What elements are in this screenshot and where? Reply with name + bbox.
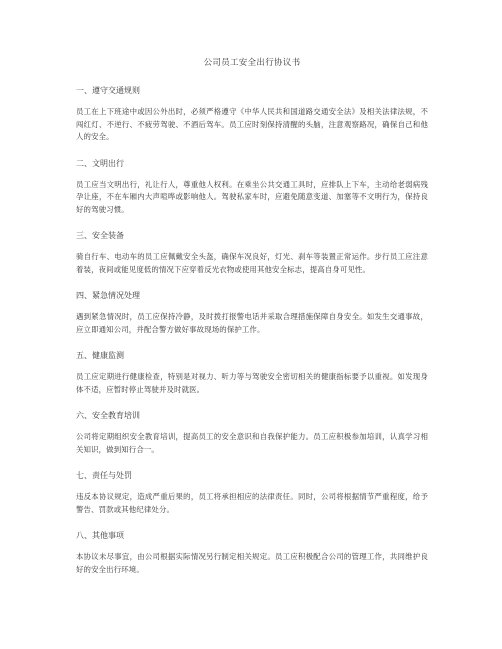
- section-body: 员工在上下班途中或因公外出时，必须严格遵守《中华人民共和国道路交通安全法》及相关法律法规，不闯红灯、不逆行、不疲劳驾驶、不酒后驾车。员工应时刻保持清醒的头脑，注意观察路况，确保自己和他人的安全。: [76, 107, 428, 141]
- section-heading: 五、健康监测: [76, 351, 124, 360]
- section-civilized-travel: [76, 158, 428, 217]
- section-other-matters: [76, 530, 428, 576]
- section-traffic-rules: [76, 85, 428, 144]
- section-safety-training: [76, 410, 428, 456]
- document-title: 公司员工安全出行协议书: [203, 58, 301, 68]
- section-liability-penalties: [76, 470, 428, 516]
- section-body: 本协议未尽事宜，由公司根据实际情况另行制定相关规定。员工应积极配合公司的管理工作，共同维护良好的安全出行环境。: [76, 552, 428, 574]
- section-heading: 四、紧急情况处理: [76, 291, 140, 300]
- section-heading: 三、安全装备: [76, 231, 124, 240]
- section-heading: 八、其他事项: [76, 531, 124, 540]
- section-health-monitoring: [76, 350, 428, 396]
- section-body: 员工应定期进行健康检查，特别是对视力、听力等与驾驶安全密切相关的健康指标要予以重视。如发现身体不适，应暂时停止驾驶并及时就医。: [76, 372, 428, 394]
- section-heading: 一、遵守交通规则: [76, 86, 140, 95]
- section-heading: 六、安全教育培训: [76, 411, 140, 420]
- section-body: 骑自行车、电动车的员工应佩戴安全头盔，确保车况良好，灯光、刹车等装置正常运作。步行员工应注意着装，夜间或能见度低的情况下应穿着反光衣物或使用其他安全标志，提高自身可见性。: [76, 252, 428, 274]
- section-heading: 二、文明出行: [76, 158, 124, 168]
- section-body: 公司将定期组织安全教育培训，提高员工的安全意识和自我保护能力。员工应积极参加培训，认真学习相关知识，做到知行合一。: [76, 432, 428, 454]
- section-body: 员工应当文明出行，礼让行人，尊重他人权利。在乘坐公共交通工具时，应排队上下车，主动给老弱病残孕让座，不在车厢内大声喧哗或影响他人。驾驶私家车时，应避免随意变道、加塞等不文明行为，保持良好的驾驶习惯。: [76, 179, 428, 214]
- section-emergency-handling: [76, 290, 428, 336]
- section-body: 遇到紧急情况时，员工应保持冷静，及时拨打报警电话并采取合理措施保障自身安全。如发生交通事故，应立即通知公司，并配合警方做好事故现场的保护工作。: [76, 312, 428, 334]
- section-heading: 七、责任与处罚: [76, 471, 132, 480]
- section-body: 违反本协议规定，造成严重后果的，员工将承担相应的法律责任。同时，公司将根据情节严重程度，给予警告、罚款或其他纪律处分。: [76, 492, 428, 514]
- section-safety-equipment: [76, 230, 428, 276]
